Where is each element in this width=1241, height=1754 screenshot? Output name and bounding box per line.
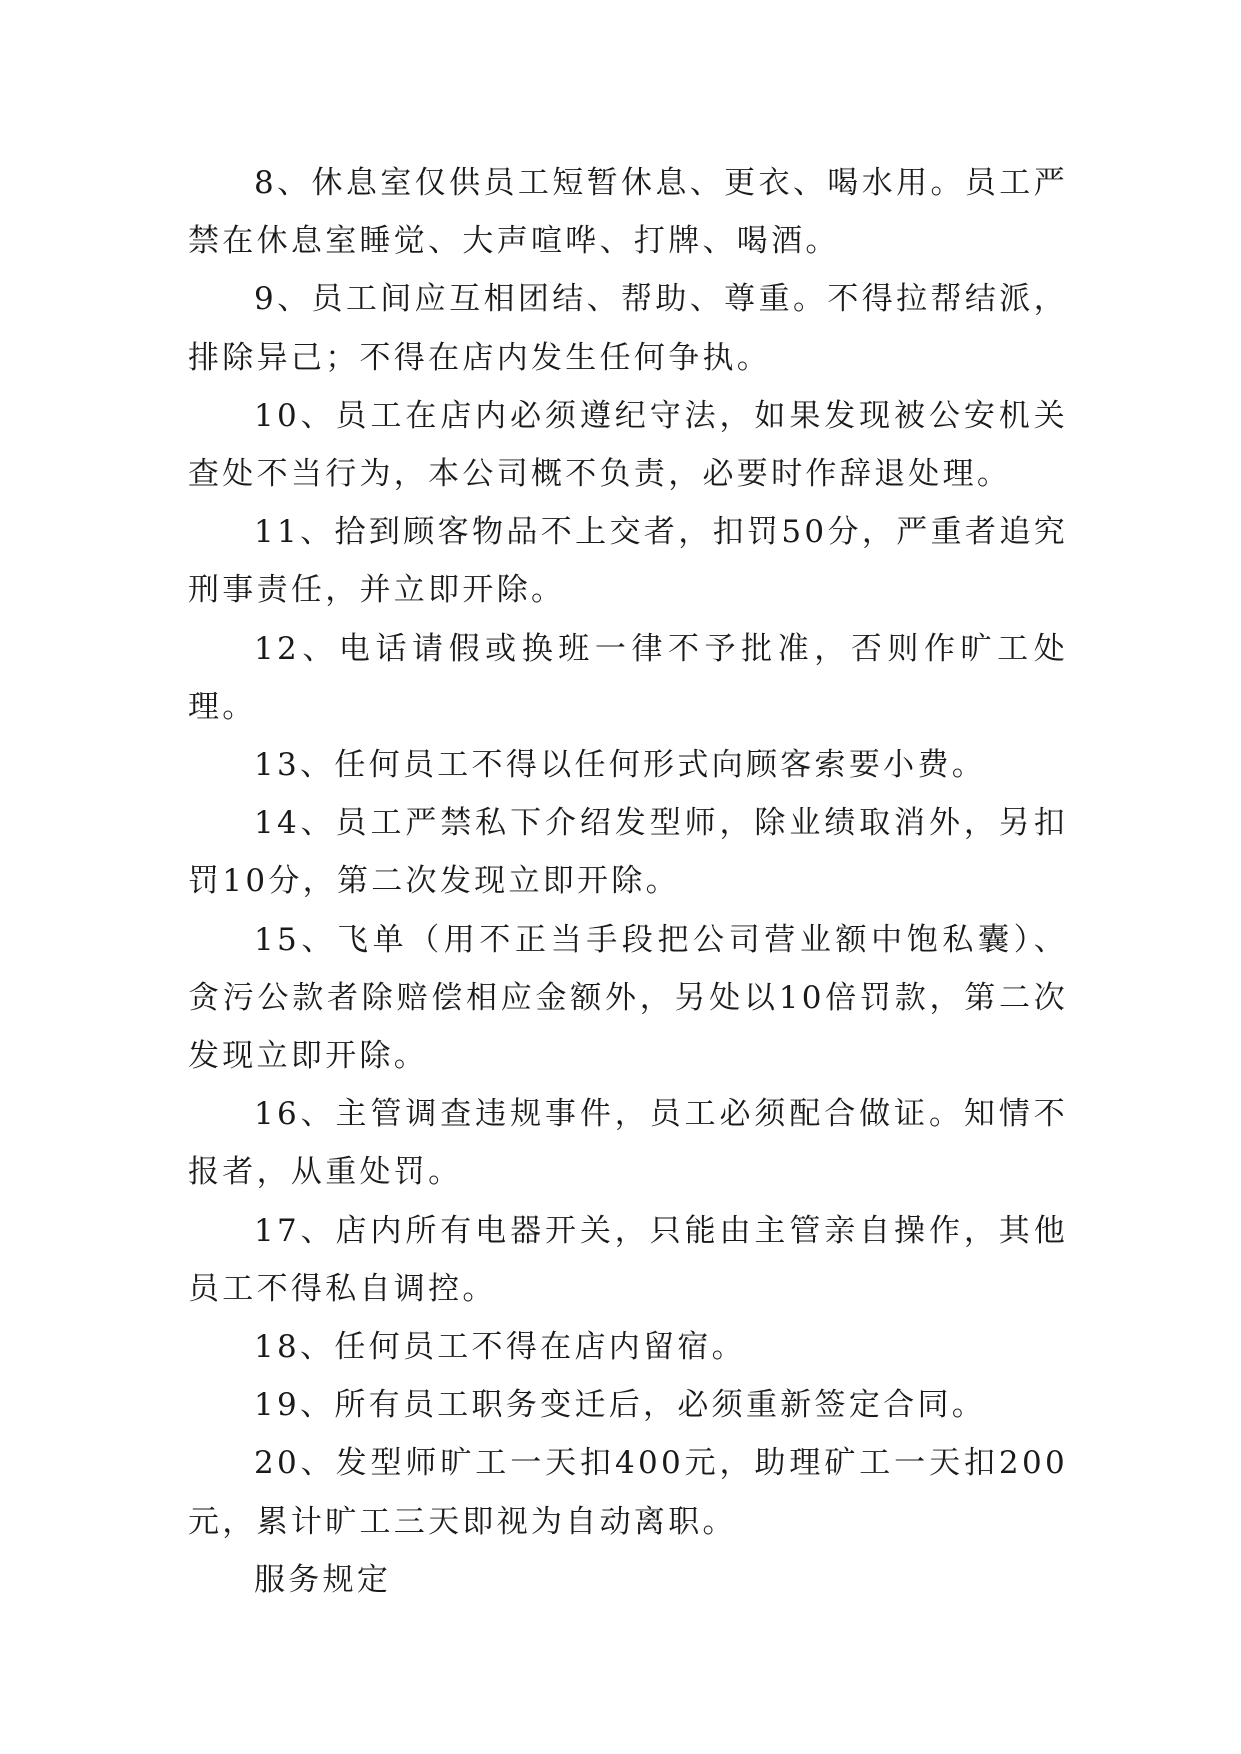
- paragraph-rule-10: 10、员工在店内必须遵纪守法，如果发现被公安机关查处不当行为，本公司概不负责，必要时作辞退处理。: [188, 397, 1068, 493]
- paragraph-rule-15: 15、飞单（用不正当手段把公司营业额中饱私囊）、贪污公款者除赔偿相应金额外，另处以10倍罚款，第二次发现立即开除。: [188, 921, 1068, 1075]
- paragraph-rule-13: 13、任何员工不得以任何形式向顾客索要小费。: [254, 747, 987, 784]
- document-body: [188, 154, 1068, 1609]
- paragraph-rule-18: 18、任何员工不得在店内留宿。: [254, 1329, 746, 1366]
- section-heading-service-rules: 服务规定: [254, 1561, 392, 1598]
- paragraph-rule-11: 11、拾到顾客物品不上交者，扣罚50分，严重者追究刑事责任，并立即开除。: [188, 514, 1068, 609]
- paragraph-rule-20: 20、发型师旷工一天扣400元，助理矿工一天扣200元，累计旷工三天即视为自动离职。: [188, 1445, 1068, 1540]
- paragraph-rule-17: 17、店内所有电器开关，只能由主管亲自操作，其他员工不得私自调控。: [188, 1212, 1068, 1307]
- paragraph-rule-14: 14、员工严禁私下介绍发型师，除业绩取消外，另扣罚10分，第二次发现立即开除。: [188, 805, 1068, 900]
- paragraph-rule-8: 8、休息室仅供员工短暂休息、更衣、喝水用。员工严禁在休息室睡觉、大声喧哗、打牌、喝酒。: [188, 165, 1068, 260]
- paragraph-rule-19: 19、所有员工职务变迁后，必须重新签定合同。: [254, 1387, 987, 1424]
- paragraph-rule-12: 12、电话请假或换班一律不予批准，否则作旷工处理。: [188, 630, 1068, 725]
- paragraph-rule-16: 16、主管调查违规事件，员工必须配合做证。知情不报者，从重处罚。: [188, 1096, 1068, 1191]
- paragraph-rule-9: 9、员工间应互相团结、帮助、尊重。不得拉帮结派，排除异己；不得在店内发生任何争执。: [188, 281, 1068, 376]
